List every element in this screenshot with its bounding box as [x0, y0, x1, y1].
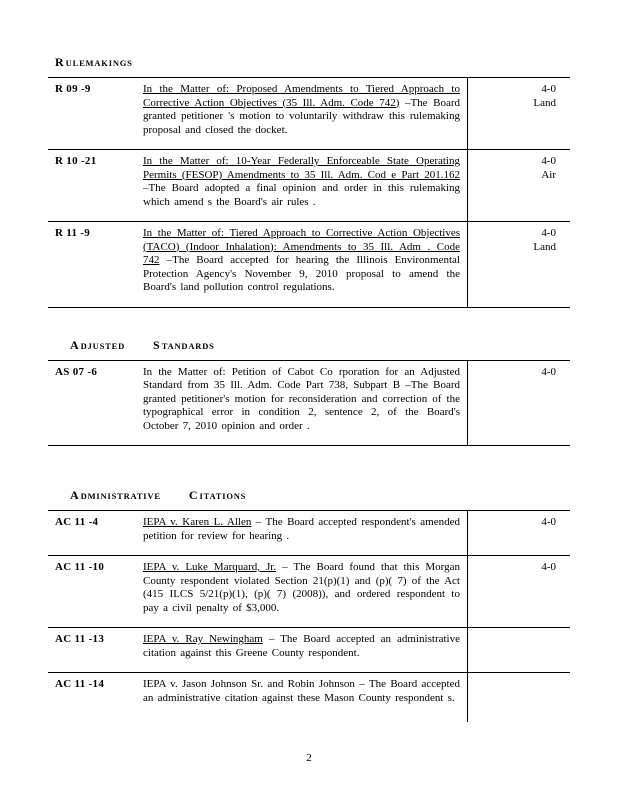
heading-word — [70, 486, 161, 503]
case-title: In the Matter of: Tiered Approach to Corrective Action Objectives (TACO) (Indoor Inhalation): Amendments to 35 Ill. Adm . Code 742 — [143, 227, 460, 266]
case-body: In the Matter of: Petition of Cabot Co rporation for an Adjusted Standard from 35 Ill. Adm. Code Part 738, Subpart B –The Board granted petitioner's motion for reconsideration and correction of the typographical error in condition 2, sentence 2, of the Board's October 7, 2010 opinion and order . — [143, 365, 460, 432]
table-row — [48, 222, 570, 308]
vote-count: 4-0 — [541, 365, 556, 378]
table-row — [48, 628, 570, 673]
case-title: IEPA v. Luke Marquard, Jr. — [143, 561, 277, 573]
heading-initial: A — [70, 488, 79, 502]
case-body: –The Board accepted for hearing the Illinois Environmental Protection Agency's November 9, 2010 proposal to amend the Board's land pollution control regulations. — [143, 254, 460, 293]
vote-count: 4-0 — [541, 155, 556, 167]
docket-number: AC 11 -14 — [55, 678, 105, 690]
heading-rest: ITATIONS — [199, 491, 247, 501]
vote-count: 4-0 — [541, 516, 556, 528]
heading-initial: S — [153, 337, 160, 352]
docket-number: R 09 -9 — [55, 83, 91, 95]
vote-cell — [468, 628, 570, 672]
case-title: IEPA v. Karen L. Allen — [143, 516, 252, 528]
heading-rest: ULEMAKINGS — [65, 58, 133, 68]
heading-initial: R — [55, 55, 64, 69]
adjusted-standards-heading — [70, 338, 570, 353]
vote-category: Land — [533, 240, 556, 253]
rulemakings-section — [48, 55, 570, 308]
case-title: In the Matter of: Proposed Amendments to Tiered Approach to Corrective Action Objectives (35 Ill. Adm. Code 742) — [143, 83, 460, 109]
heading-word — [153, 336, 215, 353]
section-spacer — [48, 308, 570, 338]
vote-cell — [468, 222, 570, 307]
vote-cell — [468, 556, 570, 627]
case-description — [143, 78, 468, 149]
heading-word — [70, 336, 125, 353]
page-number: 2 — [306, 752, 312, 764]
heading-rest: TANDARDS — [161, 340, 215, 351]
case-description — [143, 673, 468, 722]
administrative-citations-heading — [70, 488, 570, 503]
case-body: – The Board found that this Morgan County respondent violated Section 21(p)(1) and (p)( 7) of the Act (415 ILCS 5/21(p)(1), (p)( 7) (2008)), and ordered respondent to pay a civil penalty of $3,000. — [143, 561, 460, 614]
case-body: – The Board accepted respondent's amended petition for review for hearing . — [143, 516, 460, 542]
vote-count: 4-0 — [541, 561, 556, 573]
case-description — [143, 511, 468, 555]
case-description — [143, 556, 468, 627]
heading-initial: A — [70, 337, 79, 352]
case-body: – The Board accepted an administrative citation against this Greene County respondent. — [143, 633, 460, 659]
docket-number: AC 11 -4 — [55, 516, 99, 528]
docket-number: R 10 -21 — [55, 155, 97, 167]
case-title: IEPA v. Ray Newingham — [143, 633, 263, 645]
heading-rest: DJUSTED — [80, 340, 126, 351]
case-description — [143, 628, 468, 672]
table-row — [48, 361, 570, 447]
case-description — [143, 361, 468, 446]
administrative-citations-section — [48, 488, 570, 722]
table-row — [48, 511, 570, 556]
table-row — [48, 78, 570, 150]
heading-word — [55, 53, 133, 70]
vote-cell — [468, 511, 570, 555]
rulemakings-table — [48, 77, 570, 308]
vote-count: 4-0 — [541, 227, 556, 239]
vote-cell — [468, 361, 570, 446]
docket-number: R 11 -9 — [55, 227, 91, 239]
heading-rest: DMINISTRATIVE — [80, 491, 161, 501]
vote-cell — [468, 78, 570, 149]
table-row — [48, 150, 570, 222]
vote-category: Land — [533, 96, 556, 109]
case-body: –The Board adopted a final opinion and order in this rulemaking which amend s the Board's air rules . — [143, 182, 460, 208]
case-body: IEPA v. Jason Johnson Sr. and Robin Johnson – The Board accepted an administrative citation against these Mason County respondent s. — [143, 678, 460, 704]
adjusted-standards-section — [48, 338, 570, 447]
docket-number: AC 11 -10 — [55, 561, 105, 573]
table-row — [48, 673, 570, 722]
docket-number: AS 07 -6 — [55, 365, 98, 378]
section-spacer — [48, 446, 570, 488]
vote-category: Air — [541, 168, 556, 181]
heading-initial: C — [188, 488, 198, 502]
adjusted-standards-table — [48, 360, 570, 447]
case-body: –The Board granted petitioner 's motion to voluntarily withdraw this rulemaking proposal and closed the docket. — [143, 96, 461, 136]
docket-number: AC 11 -13 — [55, 633, 105, 645]
case-description — [143, 150, 468, 221]
vote-cell — [468, 673, 570, 722]
rulemakings-heading — [55, 55, 570, 70]
heading-word — [189, 486, 246, 503]
case-title: In the Matter of: 10-Year Federally Enforceable State Operating Permits (FESOP) Amendments to 35 Ill. Adm. Cod e Part 201.162 — [143, 155, 460, 181]
administrative-citations-table — [48, 510, 570, 722]
vote-cell — [468, 150, 570, 221]
vote-count: 4-0 — [541, 83, 556, 95]
table-row — [48, 556, 570, 628]
case-description — [143, 222, 468, 307]
